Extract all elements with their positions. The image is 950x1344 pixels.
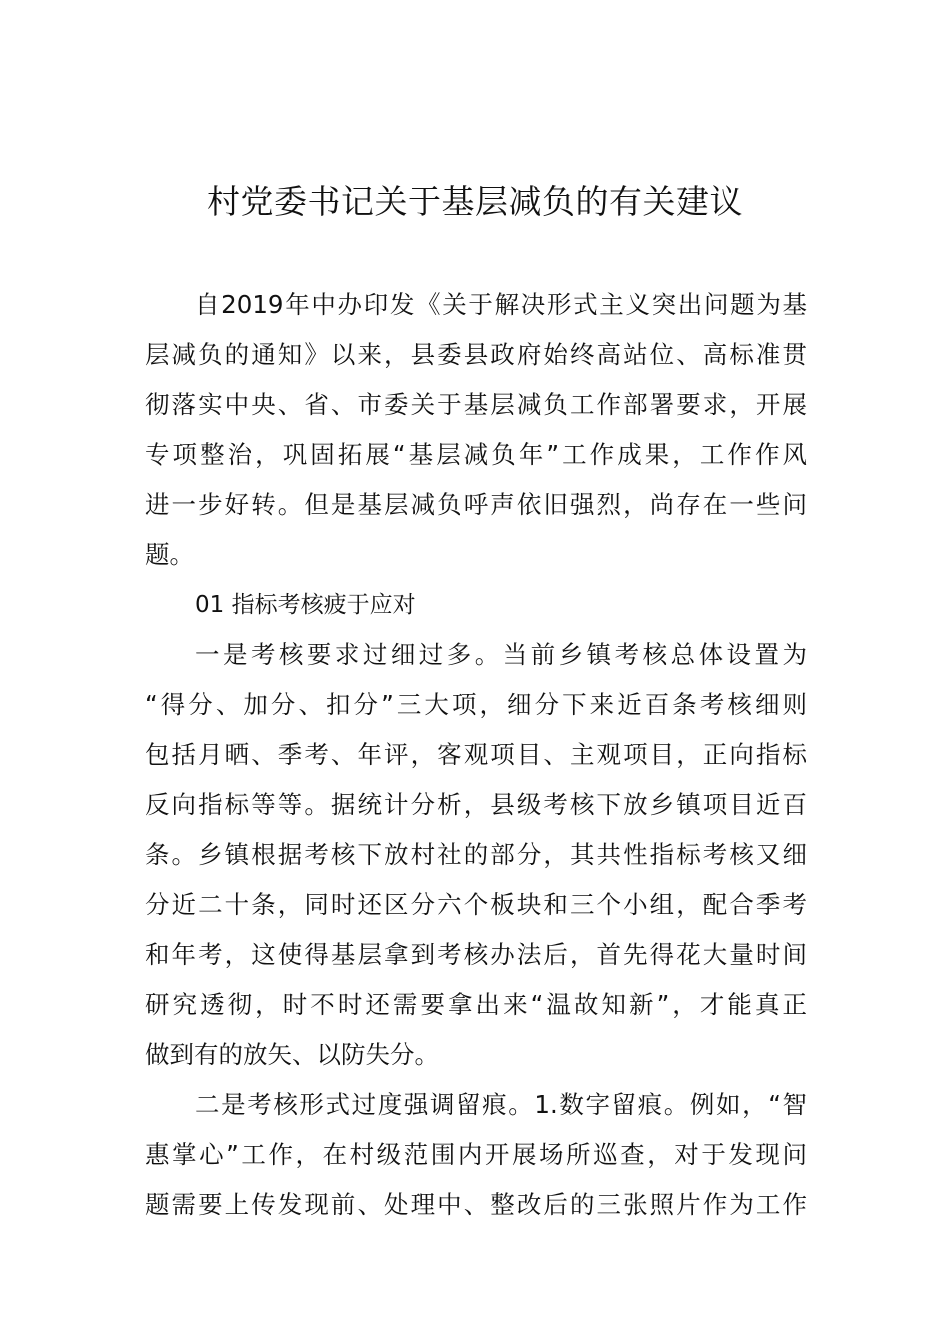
section-heading-text: 01 指标考核疲于应对 — [195, 592, 416, 618]
paragraph-assessment-traces — [145, 1080, 807, 1230]
paragraph-line: 题需要上传发现前、处理中、整改后的三张照片作为工作 — [145, 1190, 807, 1219]
paragraph-line: 反向指标等等。据统计分析，县级考核下放乡镇项目近百 — [145, 790, 807, 819]
paragraph-line: 自2019年中办印发《关于解决形式主义突出问题为基 — [195, 290, 807, 319]
paragraph-line: 进一步好转。但是基层减负呼声依旧强烈，尚存在一些问 — [145, 490, 807, 519]
document-title: 村党委书记关于基层减负的有关建议 — [207, 182, 743, 221]
paragraph-line: 一是考核要求过细过多。当前乡镇考核总体设置为 — [195, 640, 807, 669]
paragraph-line: 题。 — [145, 540, 194, 569]
paragraph-line: 惠掌心”工作，在村级范围内开展场所巡查，对于发现问 — [145, 1140, 807, 1169]
paragraph-intro — [145, 280, 807, 580]
paragraph-assessment-detail — [145, 630, 807, 1080]
paragraph-line: 包括月晒、季考、年评，客观项目、主观项目，正向指标 — [145, 740, 807, 769]
section-heading — [145, 580, 807, 630]
paragraph-line: 彻落实中央、省、市委关于基层减负工作部署要求，开展 — [145, 390, 807, 419]
paragraph-line: 做到有的放矢、以防失分。 — [145, 1040, 439, 1069]
paragraph-line: 分近二十条，同时还区分六个板块和三个小组，配合季考 — [145, 890, 807, 919]
paragraph-line: 研究透彻，时不时还需要拿出来“温故知新”，才能真正 — [145, 990, 807, 1019]
paragraph-line: 层减负的通知》以来，县委县政府始终高站位、高标准贯 — [145, 340, 807, 369]
paragraph-line: 二是考核形式过度强调留痕。1.数字留痕。例如，“智 — [195, 1090, 807, 1119]
paragraph-line: 条。乡镇根据考核下放村社的部分，其共性指标考核又细 — [145, 840, 807, 869]
paragraph-line: 专项整治，巩固拓展“基层减负年”工作成果，工作作风 — [145, 440, 807, 469]
document-body — [145, 280, 807, 1230]
paragraph-line: 和年考，这使得基层拿到考核办法后，首先得花大量时间 — [145, 940, 807, 969]
paragraph-line: “得分、加分、扣分”三大项，细分下来近百条考核细则 — [145, 690, 807, 719]
